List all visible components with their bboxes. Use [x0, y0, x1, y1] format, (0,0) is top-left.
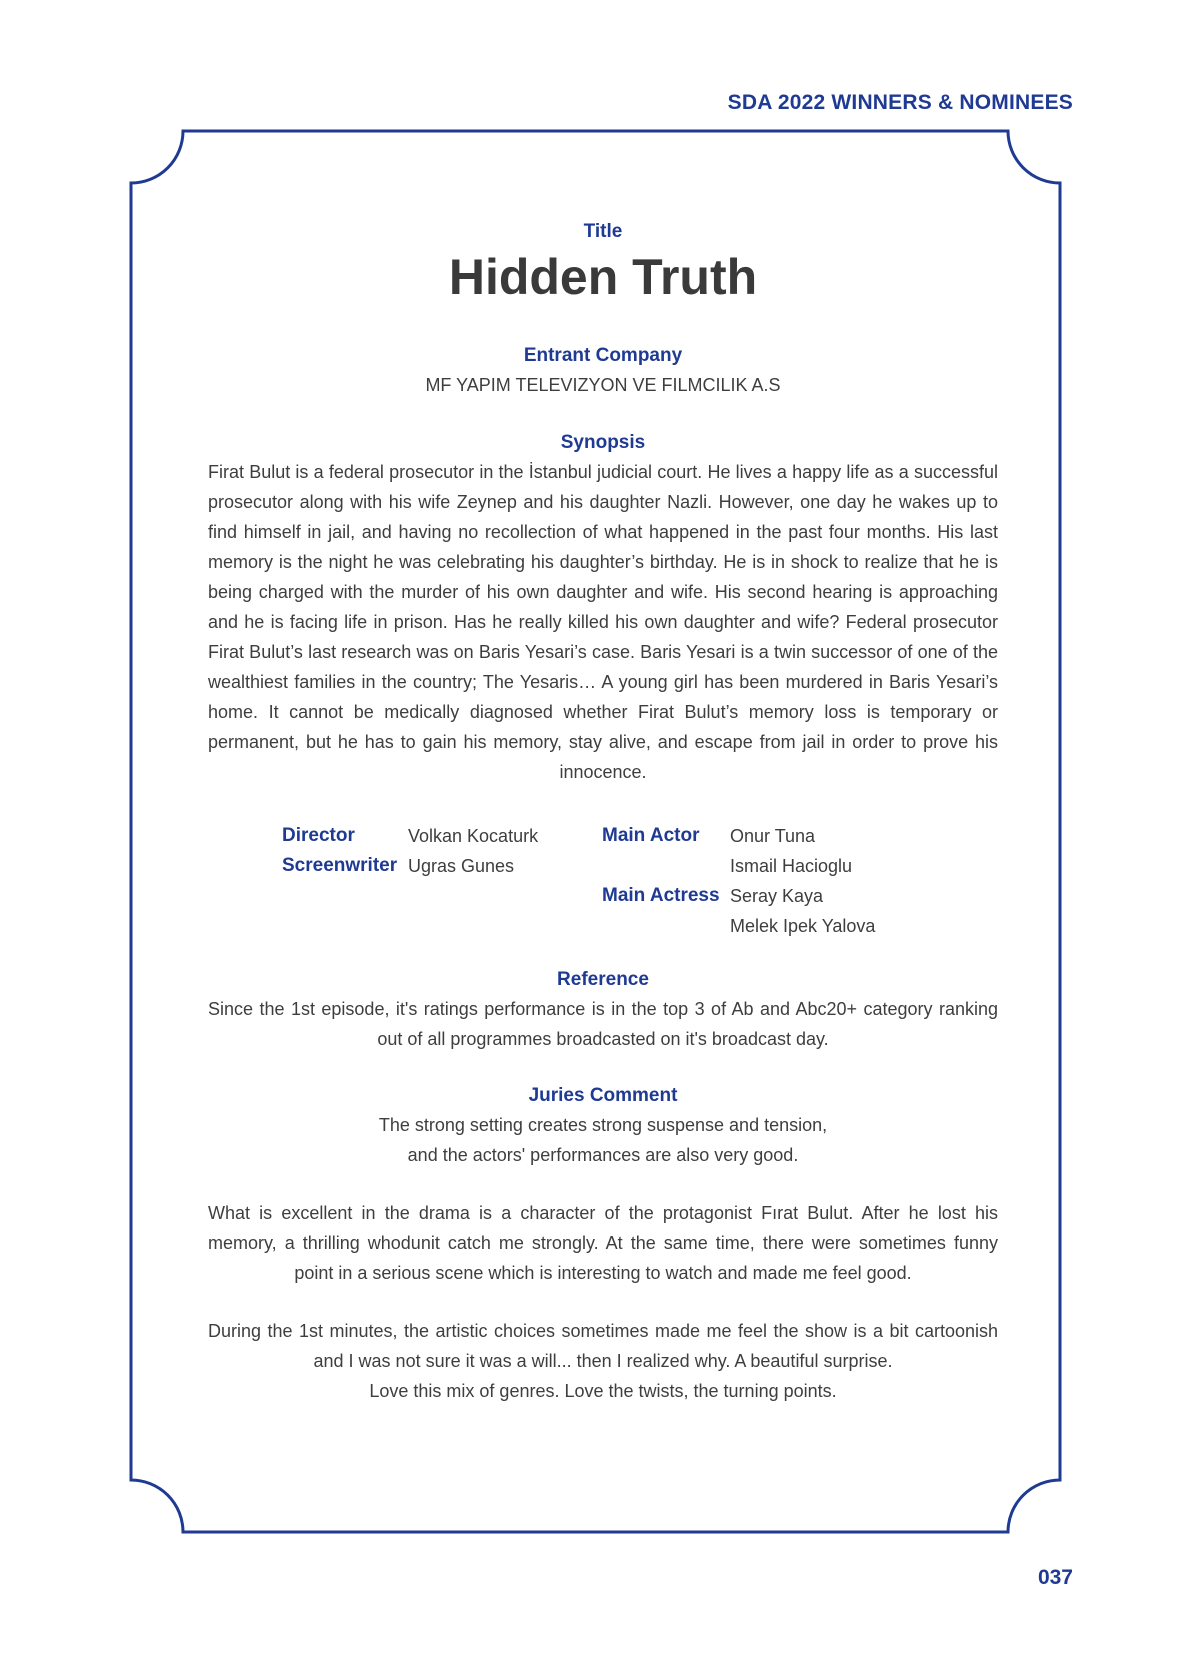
jury-comment-1-line-1: The strong setting creates strong suspense and tension, — [378, 1115, 828, 1135]
jury-comment-3-line-2: Love this mix of genres. Love the twists, the turning points. — [369, 1381, 837, 1401]
credits-left-labels — [282, 821, 397, 881]
jury-comment-3 — [208, 1316, 998, 1406]
credits-right-labels — [602, 821, 720, 911]
credits-right-values — [730, 821, 875, 941]
entrant-value: MF YAPIM TELEVIZYON VE FILMCILIK A.S — [425, 375, 781, 395]
page-number: 037 — [1037, 1566, 1073, 1589]
screenwriter-name: Ugras Gunes — [408, 856, 515, 876]
main-actor-name: Ismail Hacioglu — [730, 856, 853, 876]
director-name: Volkan Kocaturk — [408, 826, 539, 846]
director-label: Director — [282, 825, 355, 846]
main-actress-label: Main Actress — [602, 885, 720, 906]
screenwriter-label: Screenwriter — [282, 855, 398, 876]
entrant-label: Entrant Company — [523, 345, 683, 366]
credits-left-values — [408, 821, 538, 881]
juries-label: Juries Comment — [528, 1085, 678, 1106]
jury-comment-1 — [208, 1110, 998, 1170]
main-actor-label: Main Actor — [602, 825, 700, 846]
main-actress-name: Seray Kaya — [730, 886, 824, 906]
credits-table — [282, 821, 922, 949]
jury-comment-2: What is excellent in the drama is a character of the protagonist Fırat Bulut. After he lost his memory, a thrilling whodunit catch me strongly. At the same time, there were sometimes funny point in a serious scene which is interesting to watch and made me feel good. — [208, 1203, 998, 1283]
reference-section — [208, 966, 998, 1406]
section-header: SDA 2022 WINNERS & NOMINEES — [727, 91, 1073, 114]
title-label: Title — [583, 221, 623, 242]
synopsis-text: Firat Bulut is a federal prosecutor in the İstanbul judicial court. He lives a happy life as a successful prosecutor along with his wife Zeynep and his daughter Nazli. However, one day he wakes up to find himself in jail, and having no recollection of what happened in the past four months. His last memory is the night he was celebrating his daughter’s birthday. He is in shock to realize that he is being charged with the murder of his own daughter and wife. His second hearing is approaching and he is facing life in prison. Has he really killed his own daughter and wife? Federal prosecutor Firat Bulut’s last research was on Baris Yesari’s case. Baris Yesari is a twin successor of one of the wealthiest families in the country; The Yesaris… A young girl has been murdered in Baris Yesari’s home. It cannot be medically diagnosed whether Firat Bulut’s memory loss is temporary or permanent, but he has to gain his memory, stay alive, and escape from jail in order to prove his innocence. — [208, 462, 998, 782]
entry-content — [208, 218, 998, 787]
reference-label: Reference — [557, 969, 649, 990]
main-actress-name: Melek Ipek Yalova — [730, 916, 876, 936]
main-actor-name: Onur Tuna — [730, 826, 816, 846]
entry-title: Hidden Truth — [448, 249, 758, 305]
synopsis-label: Synopsis — [560, 432, 646, 453]
reference-text: Since the 1st episode, it's ratings performance is in the top 3 of Ab and Abc20+ category ranking out of all programmes broadcasted on it's broadcast day. — [208, 999, 998, 1049]
jury-comment-3-line-1: During the 1st minutes, the artistic choices sometimes made me feel the show is a bit cartoonish and I was not sure it was a will... then I realized why. A beautiful surprise. — [208, 1321, 998, 1371]
spacer — [602, 851, 720, 881]
jury-comment-1-line-2: and the actors' performances are also very good. — [407, 1145, 799, 1165]
